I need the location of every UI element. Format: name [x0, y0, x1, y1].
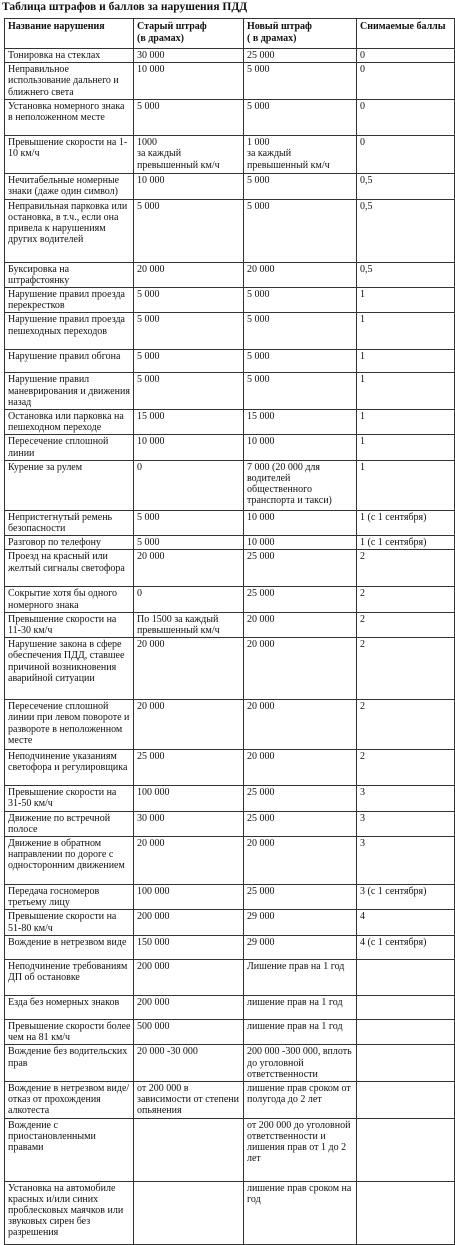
cell-old-fine: 5 000 — [134, 536, 244, 550]
cell-old-fine: 150 000 — [134, 935, 244, 959]
cell-old-fine: 10 000 — [134, 63, 244, 100]
cell-points: 0,5 — [357, 199, 455, 262]
table-row — [5, 460, 455, 510]
cell-new-fine: Лишение прав на 1 год — [244, 959, 357, 995]
cell-new-fine: 5 000 — [244, 350, 357, 373]
cell-old-fine: 30 000 — [134, 811, 244, 836]
table-row — [5, 550, 455, 587]
cell-new-fine: 5 000 — [244, 63, 357, 100]
cell-old-fine: 5 000 — [134, 510, 244, 535]
cell-new-fine: 20 000 — [244, 262, 357, 287]
cell-violation: Неподчинение указаниям светофора и регулировщика — [5, 750, 134, 786]
cell-old-fine: 200 000 — [134, 959, 244, 995]
cell-new-fine: лишение прав сроком от полугода до 2 лет — [244, 1081, 357, 1118]
table-header-row — [5, 19, 455, 49]
cell-old-fine — [134, 1118, 244, 1181]
cell-violation: Превышение скорости на 11-30 км/ч — [5, 612, 134, 637]
cell-old-fine: 15 000 — [134, 410, 244, 435]
cell-violation: Установка номерного знака в неположенном месте — [5, 100, 134, 136]
cell-violation: Движение в обратном направлении по дороге с односторонним движением — [5, 837, 134, 885]
cell-new-fine: от 200 000 до уголовной ответственности и лишения прав от 1 до 2 лет — [244, 1118, 357, 1181]
cell-old-fine: 0 — [134, 587, 244, 612]
cell-violation: Вождение без водительских прав — [5, 1045, 134, 1082]
cell-violation: Нарушение правил обгона — [5, 350, 134, 373]
cell-points: 1 (с 1 сентября) — [357, 536, 455, 550]
table-row — [5, 1181, 455, 1244]
cell-violation: Пересечение сплошной линии — [5, 435, 134, 460]
cell-points: 0 — [357, 49, 455, 63]
cell-old-fine: 10 000 — [134, 435, 244, 460]
cell-new-fine: 10 000 — [244, 435, 357, 460]
cell-old-fine: 1000 за каждый превышенный км/ч — [134, 136, 244, 174]
table-row — [5, 199, 455, 262]
cell-points: 0 — [357, 100, 455, 136]
cell-violation: Непристегнутый ремень безопасности — [5, 510, 134, 535]
cell-points: 1 — [357, 373, 455, 410]
cell-violation: Буксировка на штрафстоянку — [5, 262, 134, 287]
cell-new-fine: 25 000 — [244, 49, 357, 63]
cell-points: 0,5 — [357, 262, 455, 287]
table-row — [5, 959, 455, 995]
table-row — [5, 935, 455, 959]
cell-new-fine: 25 000 — [244, 587, 357, 612]
cell-old-fine: 20 000 — [134, 700, 244, 750]
cell-violation: Установка на автомобиле красных и/или синих проблесковых маячков или звуковых сирен без разрешения — [5, 1181, 134, 1244]
cell-new-fine: 5 000 — [244, 100, 357, 136]
cell-violation: Проезд на красный или желтый сигналы светофора — [5, 550, 134, 587]
cell-violation: Нарушение закона в сфере обеспечения ПДД, ставшее причиной возникновения аварийной ситуации — [5, 638, 134, 700]
cell-old-fine: 200 000 — [134, 910, 244, 935]
table-row — [5, 638, 455, 700]
cell-points: 0 — [357, 136, 455, 174]
cell-new-fine: 5 000 — [244, 373, 357, 410]
cell-violation: Пересечение сплошной линии при левом повороте и развороте в неположенном месте — [5, 700, 134, 750]
header-new-fine: Новый штраф ( в драмах) — [244, 19, 357, 49]
cell-new-fine: 20 000 — [244, 750, 357, 786]
cell-old-fine: 20 000 — [134, 638, 244, 700]
table-row — [5, 174, 455, 199]
table-row — [5, 373, 455, 410]
table-row — [5, 536, 455, 550]
table-row — [5, 885, 455, 910]
table-row — [5, 750, 455, 786]
page-title: Таблица штрафов и баллов за нарушения ПДД — [2, 1, 248, 13]
cell-new-fine: 5 000 — [244, 174, 357, 199]
cell-old-fine: 5 000 — [134, 100, 244, 136]
cell-violation: Превышение скорости на 51-80 км/ч — [5, 910, 134, 935]
cell-old-fine: 5 000 — [134, 288, 244, 313]
cell-violation: Неподчинение требованиям ДП об остановке — [5, 959, 134, 995]
cell-new-fine: 1 000 за каждый превышенный км/ч — [244, 136, 357, 174]
cell-points — [357, 1081, 455, 1118]
table-row — [5, 350, 455, 373]
cell-old-fine: 100 000 — [134, 786, 244, 811]
cell-old-fine: 500 000 — [134, 1019, 244, 1044]
cell-points — [357, 1118, 455, 1181]
table-row — [5, 288, 455, 313]
header-old-fine: Старый штраф (в драмах) — [134, 19, 244, 49]
table-row — [5, 410, 455, 435]
table-row — [5, 136, 455, 174]
cell-points: 1 — [357, 313, 455, 350]
header-points: Снимаемые баллы — [357, 19, 455, 49]
cell-old-fine: 5 000 — [134, 373, 244, 410]
table-row — [5, 510, 455, 535]
cell-points: 2 — [357, 750, 455, 786]
cell-old-fine: 100 000 — [134, 885, 244, 910]
cell-new-fine: 5 000 — [244, 288, 357, 313]
cell-violation: Движение по встречной полосе — [5, 811, 134, 836]
table-row — [5, 49, 455, 63]
table-row — [5, 435, 455, 460]
table-row — [5, 1019, 455, 1044]
cell-points: 4 (с 1 сентября) — [357, 935, 455, 959]
cell-points — [357, 1019, 455, 1044]
cell-violation: Нарушение правил маневрирования и движения назад — [5, 373, 134, 410]
cell-points — [357, 995, 455, 1019]
cell-new-fine: 5 000 — [244, 313, 357, 350]
cell-old-fine: 10 000 — [134, 174, 244, 199]
cell-violation: Вождение в нетрезвом виде/отказ от прохождения алкотеста — [5, 1081, 134, 1118]
cell-new-fine: 20 000 — [244, 700, 357, 750]
table-row — [5, 837, 455, 885]
cell-violation: Превышение скорости более чем на 81 км/ч — [5, 1019, 134, 1044]
cell-violation: Передача госномеров третьему лицу — [5, 885, 134, 910]
cell-violation: Тонировка на стеклах — [5, 49, 134, 63]
cell-violation: Сокрытие хотя бы одного номерного знака — [5, 587, 134, 612]
table-row — [5, 1081, 455, 1118]
cell-new-fine: 15 000 — [244, 410, 357, 435]
cell-violation: Вождение в нетрезвом виде — [5, 935, 134, 959]
table-row — [5, 786, 455, 811]
table-row — [5, 587, 455, 612]
cell-old-fine: от 200 000 в зависимости от степени опьянения — [134, 1081, 244, 1118]
cell-violation: Неправильная парковка или остановка, в т.ч., если она привела к нарушениям других водителей — [5, 199, 134, 262]
cell-points: 1 — [357, 460, 455, 510]
cell-points: 2 — [357, 638, 455, 700]
cell-new-fine: 20 000 — [244, 837, 357, 885]
cell-new-fine: 20 000 — [244, 612, 357, 637]
table-row — [5, 910, 455, 935]
cell-new-fine: 25 000 — [244, 885, 357, 910]
cell-points: 0,5 — [357, 174, 455, 199]
cell-violation: Нарушение правил проезда перекрестков — [5, 288, 134, 313]
table-row — [5, 1118, 455, 1181]
cell-violation: Превышение скорости на 1-10 км/ч — [5, 136, 134, 174]
cell-violation: Неправильное использование дальнего и ближнего света — [5, 63, 134, 100]
cell-new-fine: 25 000 — [244, 786, 357, 811]
table-row — [5, 63, 455, 100]
cell-points: 4 — [357, 910, 455, 935]
cell-old-fine: 30 000 — [134, 49, 244, 63]
cell-violation: Разговор по телефону — [5, 536, 134, 550]
cell-points: 1 — [357, 435, 455, 460]
header-violation: Название нарушения — [5, 19, 134, 49]
cell-violation: Остановка или парковка на пешеходном переходе — [5, 410, 134, 435]
cell-old-fine: По 1500 за каждый превышенный км/ч — [134, 612, 244, 637]
cell-new-fine: 10 000 — [244, 510, 357, 535]
table-row — [5, 612, 455, 637]
cell-points: 1 — [357, 350, 455, 373]
table-row — [5, 995, 455, 1019]
cell-violation: Нарушение правил проезда пешеходных переходов — [5, 313, 134, 350]
cell-new-fine: 29 000 — [244, 910, 357, 935]
table-row — [5, 1045, 455, 1082]
cell-points: 1 (с 1 сентября) — [357, 510, 455, 535]
cell-new-fine: 25 000 — [244, 811, 357, 836]
cell-new-fine: 7 000 (20 000 для водителей общественного транспорта и такси) — [244, 460, 357, 510]
cell-points: 2 — [357, 550, 455, 587]
cell-old-fine: 5 000 — [134, 199, 244, 262]
cell-points: 2 — [357, 700, 455, 750]
cell-violation: Езда без номерных знаков — [5, 995, 134, 1019]
cell-points: 2 — [357, 612, 455, 637]
cell-new-fine: 25 000 — [244, 550, 357, 587]
table-row — [5, 262, 455, 287]
cell-violation: Нечитабельные номерные знаки (даже один символ) — [5, 174, 134, 199]
cell-points: 3 — [357, 837, 455, 885]
table-row — [5, 313, 455, 350]
cell-new-fine: лишение прав на 1 год — [244, 1019, 357, 1044]
cell-old-fine: 25 000 — [134, 750, 244, 786]
cell-new-fine: лишение прав сроком на год — [244, 1181, 357, 1244]
cell-old-fine: 5 000 — [134, 350, 244, 373]
cell-points: 3 — [357, 811, 455, 836]
cell-points: 1 — [357, 410, 455, 435]
cell-violation: Превышение скорости на 31-50 км/ч — [5, 786, 134, 811]
cell-old-fine: 20 000 — [134, 262, 244, 287]
cell-points: 3 (с 1 сентября) — [357, 885, 455, 910]
table-row — [5, 700, 455, 750]
fines-table — [4, 18, 455, 1245]
cell-new-fine: 5 000 — [244, 199, 357, 262]
cell-points: 1 — [357, 288, 455, 313]
cell-old-fine: 20 000 -30 000 — [134, 1045, 244, 1082]
cell-violation: Курение за рулем — [5, 460, 134, 510]
table-row — [5, 811, 455, 836]
cell-old-fine: 200 000 — [134, 995, 244, 1019]
cell-new-fine: 200 000 -300 000, вплоть до уголовной ответственности — [244, 1045, 357, 1082]
cell-violation: Вождение с приостановленными правами — [5, 1118, 134, 1181]
table-row — [5, 100, 455, 136]
table-body — [5, 49, 455, 1245]
cell-old-fine: 20 000 — [134, 837, 244, 885]
cell-points: 3 — [357, 786, 455, 811]
cell-points — [357, 959, 455, 995]
cell-points: 0 — [357, 63, 455, 100]
cell-new-fine: 29 000 — [244, 935, 357, 959]
cell-old-fine: 20 000 — [134, 550, 244, 587]
cell-points: 2 — [357, 587, 455, 612]
cell-old-fine: 0 — [134, 460, 244, 510]
cell-old-fine: 5 000 — [134, 313, 244, 350]
cell-old-fine — [134, 1181, 244, 1244]
cell-points — [357, 1181, 455, 1244]
cell-new-fine: лишение прав на 1 год — [244, 995, 357, 1019]
cell-new-fine: 10 000 — [244, 536, 357, 550]
cell-new-fine: 20 000 — [244, 638, 357, 700]
cell-points — [357, 1045, 455, 1082]
